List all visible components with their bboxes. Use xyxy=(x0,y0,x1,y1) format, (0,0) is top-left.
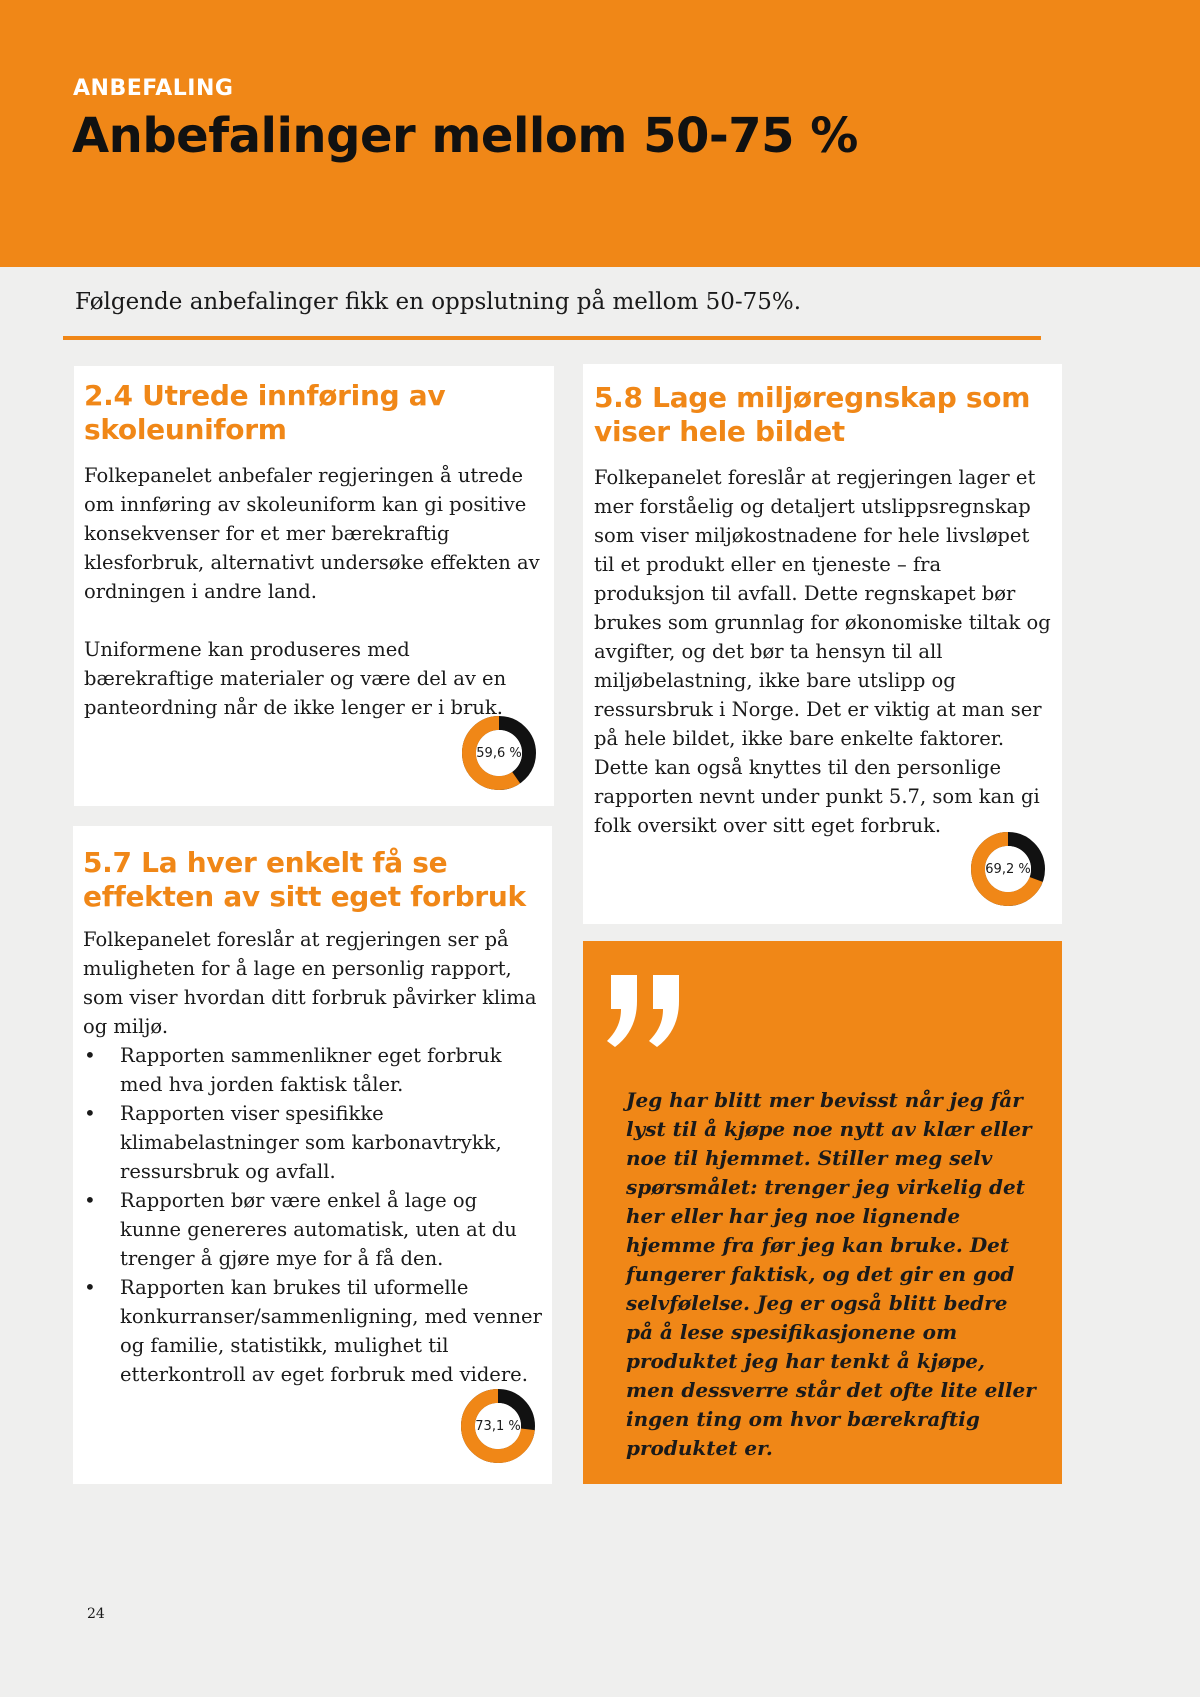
donut-label: 69,2 % xyxy=(985,861,1031,877)
divider xyxy=(63,336,1041,340)
card-paragraph: Folkepanelet foreslår at regjeringen lager et mer forståelig og detaljert utslippsregnskap som viser miljøkostnadene for hele livsløpet til et produkt eller en tjeneste – fra produksjon til avfall. Dette regnskapet bør brukes som grunnlag for økonomiske tiltak og avgifter, og det bør ta hensyn til all miljøbelastning, ikke bare utslipp og ressursbruk i Norge. Det er viktig at man ser på hele bildet, ikke bare enkelte faktorer. Dette kan også knyttes til den personlige rapporten nevnt under punkt 5.7, som kan gi folk oversikt over sitt eget forbruk. xyxy=(594,466,1051,837)
support-donut xyxy=(970,831,1046,907)
list-item: • Rapporten bør være enkel å lage og kunne genereres automatisk, uten at du trenger å gjøre mye for å få den. xyxy=(83,1186,542,1273)
page-header xyxy=(0,0,1200,267)
card-title: 2.4 Utrede innføring av skoleuniform xyxy=(84,379,446,446)
support-donut xyxy=(460,1388,536,1464)
page-title: Anbefalinger mellom 50-75 % xyxy=(72,108,858,164)
donut-label: 59,6 % xyxy=(476,745,522,761)
card-title: 5.7 La hver enkelt få se effekten av sitt eget forbruk xyxy=(83,846,526,913)
support-donut xyxy=(461,715,537,791)
card-paragraph: Uniformene kan produseres med bærekraftige materialer og være del av en panteordning når de ikke lenger er i bruk. xyxy=(84,638,507,719)
list-item: • Rapporten viser spesifikke klimabelastninger som karbonavtrykk, ressursbruk og avfall. xyxy=(83,1099,542,1186)
page-number: 24 xyxy=(87,1606,105,1622)
card-paragraph: Folkepanelet anbefaler regjeringen å utrede om innføring av skoleuniform kan gi positive konsekvenser for et mer bærekraftig klesforbruk, alternativt undersøke effekten av ordningen i andre land. xyxy=(84,464,540,603)
card-title: 5.8 Lage miljøregnskap som viser hele bildet xyxy=(594,381,1031,448)
list-item: • Rapporten kan brukes til uformelle konkurranser/sammenligning, med venner og familie, statistikk, mulighet til etterkontroll av eget forbruk med videre. xyxy=(83,1273,542,1389)
card-paragraph: Folkepanelet foreslår at regjeringen ser på muligheten for å lage en personlig rapport, som viser hvordan ditt forbruk påvirker klima og miljø. xyxy=(83,928,537,1038)
card-5-8 xyxy=(583,364,1062,924)
section-kicker: ANBEFALING xyxy=(73,76,234,101)
quote-box xyxy=(583,941,1062,1484)
card-5-7 xyxy=(73,826,552,1484)
quote-text: Jeg har blitt mer bevisst når jeg får lyst til å kjøpe noe nytt av klær eller noe til hjemmet. Stiller meg selv spørsmålet: trenger jeg virkelig det her eller har jeg noe lignende hjemme fra før jeg kan bruke. Det fungerer faktisk, og det gir en god selvfølelse. Jeg er også blitt bedre på å lese spesifikasjonene om produktet jeg har tenkt å kjøpe, men dessverre står det ofte lite eller ingen ting om hvor bærekraftig produktet er. xyxy=(626,1088,1036,1460)
card-2-4 xyxy=(74,366,554,806)
list-item: • Rapporten sammenlikner eget forbruk med hva jorden faktisk tåler. xyxy=(83,1041,542,1099)
intro-text: Følgende anbefalinger fikk en oppslutning på mellom 50-75%. xyxy=(75,289,802,315)
donut-label: 73,1 % xyxy=(475,1418,521,1434)
bullet-list xyxy=(83,1041,542,1389)
quote-mark-icon xyxy=(607,975,687,1049)
